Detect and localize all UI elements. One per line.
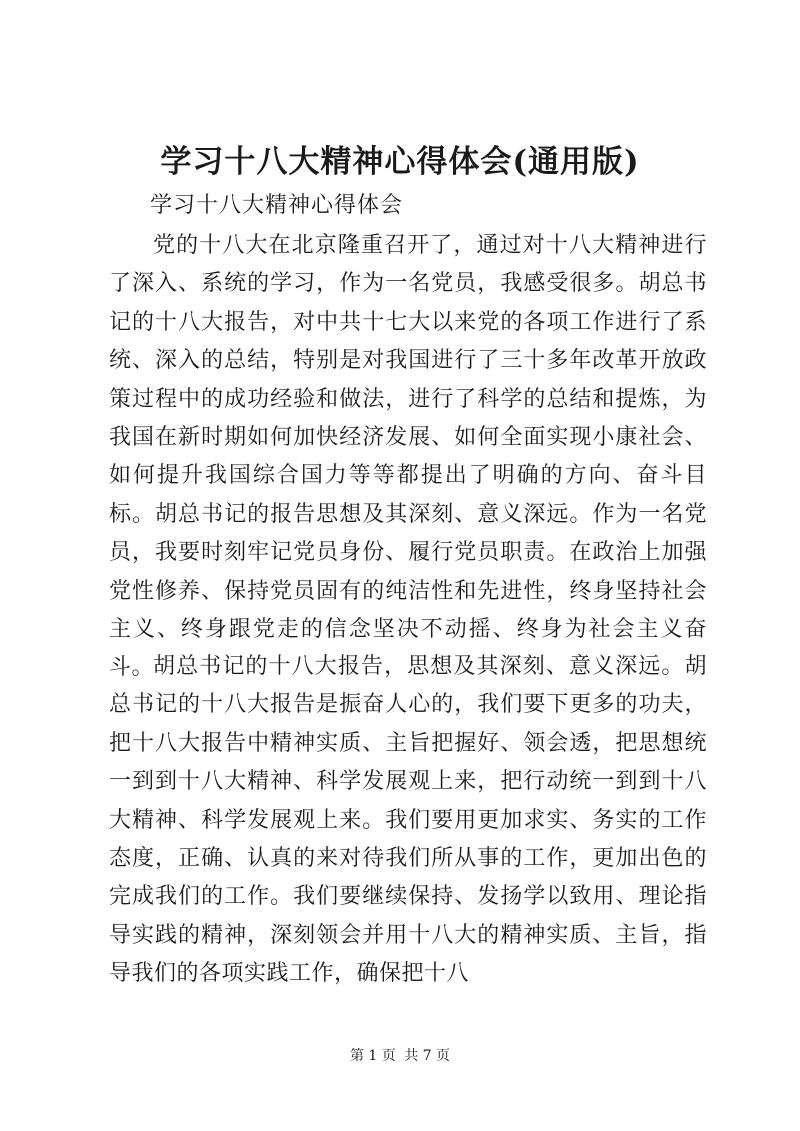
paragraph-2: 胡总书记的十八大报告，思想及其深刻、意义深远。胡总书记的十八大报告是振奋人心的，我们要下更多的功夫，把十八大报告中精神实质、主旨把握好、领会透，把思想统一到到十八大精神、科学发展观上来，把行动统一到到十八大精神、科学发展观上来。我们要用更加求实、务实的工作态度，正确、认真的来对待我们所从事的工作，更加出色的完成我们的工作。我们要继续保持、发扬学以致用、理论指导实践的精神，深刻领会并用十八大的精神实质、主旨，指导我们的各项实践工作，确保把十八 bbox=[109, 654, 707, 987]
page-total: 共 7 页 bbox=[404, 1048, 451, 1064]
paragraph-1: 党的十八大在北京隆重召开了，通过对十八大精神进行了深入、系统的学习，作为一名党员，我感受很多。胡总书记的十八大报告，对中共十七大以来党的各项工作进行了系统、深入的总结，特别是对我国进行了三十多年改革开放政策过程中的成功经验和做法，进行了科学的总结和提炼，为我国在新时期如何加快经济发展、如何全面实现小康社会、如何提升我国综合国力等等都提出了明确的方向、奋斗目标。胡总书记的报告思想及其深刻、意义深远。作为一名党员，我要时刻牢记党员身份、履行党员职责。在政治上加强党性修养、保持党员固有的纯洁性和先进性，终身坚持社会主义、终身跟党走的信念坚决不动摇、终身为社会主义奋斗。 bbox=[109, 233, 707, 681]
page-footer bbox=[0, 1046, 800, 1066]
document-subtitle: 学习十八大精神心得体会 bbox=[150, 193, 404, 218]
document-title: 学习十八大精神心得体会(通用版) bbox=[160, 144, 640, 180]
page-number: 第 1 页 bbox=[349, 1048, 396, 1064]
